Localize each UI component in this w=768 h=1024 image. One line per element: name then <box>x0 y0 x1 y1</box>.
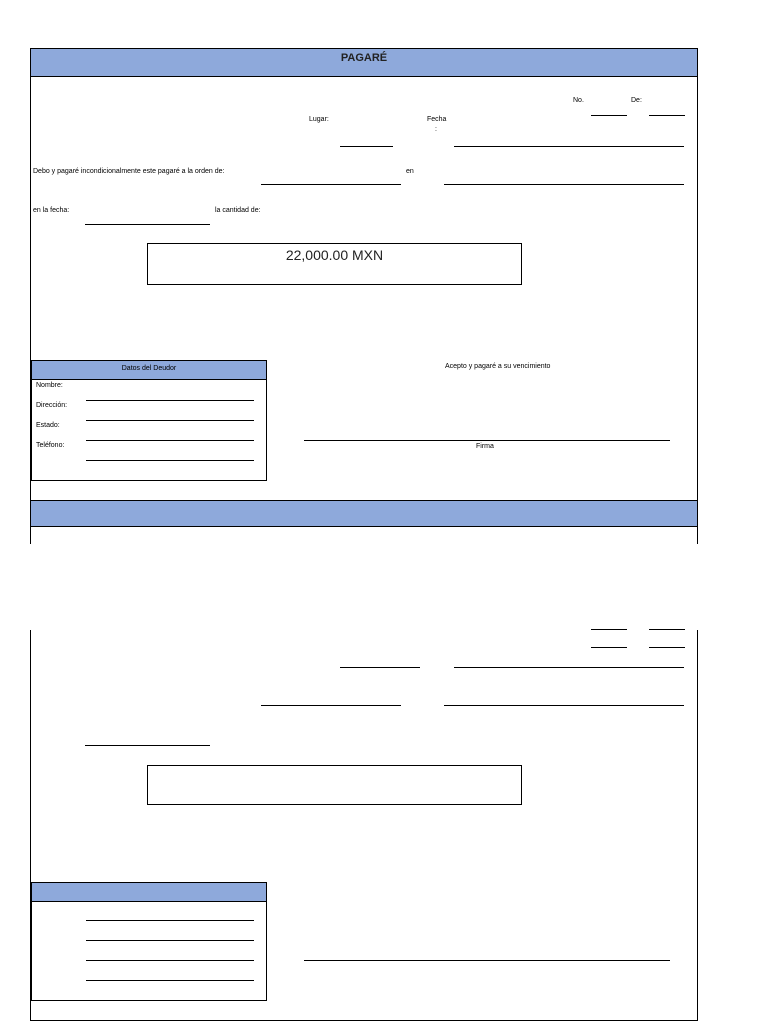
amount-box[interactable] <box>147 243 522 285</box>
firma-label: Firma <box>476 443 494 450</box>
firma-line[interactable] <box>304 440 670 441</box>
de-line-copy[interactable] <box>649 647 685 648</box>
nombre-label: Nombre: <box>36 382 63 389</box>
lugar-line-copy[interactable] <box>340 667 420 668</box>
fecha-label: Fecha <box>427 116 447 123</box>
firma-line-copy[interactable] <box>304 960 670 961</box>
nombre-line-copy[interactable] <box>86 920 254 921</box>
acepto-label: Acepto y pagaré a su vencimiento <box>445 363 551 370</box>
orden-line[interactable] <box>261 184 401 185</box>
direccion-line[interactable] <box>86 420 254 421</box>
en-la-fecha-line[interactable] <box>85 224 210 225</box>
en-line[interactable] <box>444 184 684 185</box>
en-label: en <box>406 168 414 175</box>
de-label: De: <box>631 97 642 104</box>
estado-line[interactable] <box>86 440 254 441</box>
fecha-line-copy[interactable] <box>454 667 684 668</box>
lugar-line[interactable] <box>340 146 393 147</box>
no-line-copy[interactable] <box>591 647 627 648</box>
en-la-fecha-line-copy[interactable] <box>85 745 210 746</box>
nombre-line[interactable] <box>86 400 254 401</box>
amount-value: 22,000.00 MXN <box>285 247 384 263</box>
deudor-box <box>31 360 267 481</box>
orden-line-copy[interactable] <box>261 705 401 706</box>
de-line-copy-top[interactable] <box>649 629 685 630</box>
footer-band <box>31 500 697 527</box>
direccion-line-copy[interactable] <box>86 940 254 941</box>
form-title: PAGARÉ <box>340 52 388 64</box>
no-line-copy-top[interactable] <box>591 629 627 630</box>
fecha-line[interactable] <box>454 146 684 147</box>
no-line[interactable] <box>591 115 627 116</box>
deudor-title: Datos del Deudor <box>121 365 177 372</box>
deudor-box-copy <box>31 882 267 1001</box>
lugar-label: Lugar: <box>309 116 329 123</box>
estado-line-copy[interactable] <box>86 960 254 961</box>
estado-label: Estado: <box>36 422 60 429</box>
no-label: No. <box>573 97 584 104</box>
telefono-line[interactable] <box>86 460 254 461</box>
debo-label: Debo y pagaré incondicionalmente este pagaré a la orden de: <box>33 168 225 175</box>
deudor-header-copy <box>32 883 266 902</box>
fecha-colon: : <box>435 126 437 133</box>
en-la-fecha-label: en la fecha: <box>33 207 70 214</box>
pagare-form-copy <box>30 630 698 1021</box>
deudor-header <box>32 361 266 380</box>
telefono-label: Teléfono: <box>36 442 65 449</box>
en-line-copy[interactable] <box>444 705 684 706</box>
pagare-form <box>30 48 698 544</box>
de-line[interactable] <box>649 115 685 116</box>
cantidad-label: la cantidad de: <box>215 207 261 214</box>
direccion-label: Dirección: <box>36 402 68 409</box>
title-band <box>31 49 697 77</box>
amount-box-copy[interactable] <box>147 765 522 805</box>
telefono-line-copy[interactable] <box>86 980 254 981</box>
